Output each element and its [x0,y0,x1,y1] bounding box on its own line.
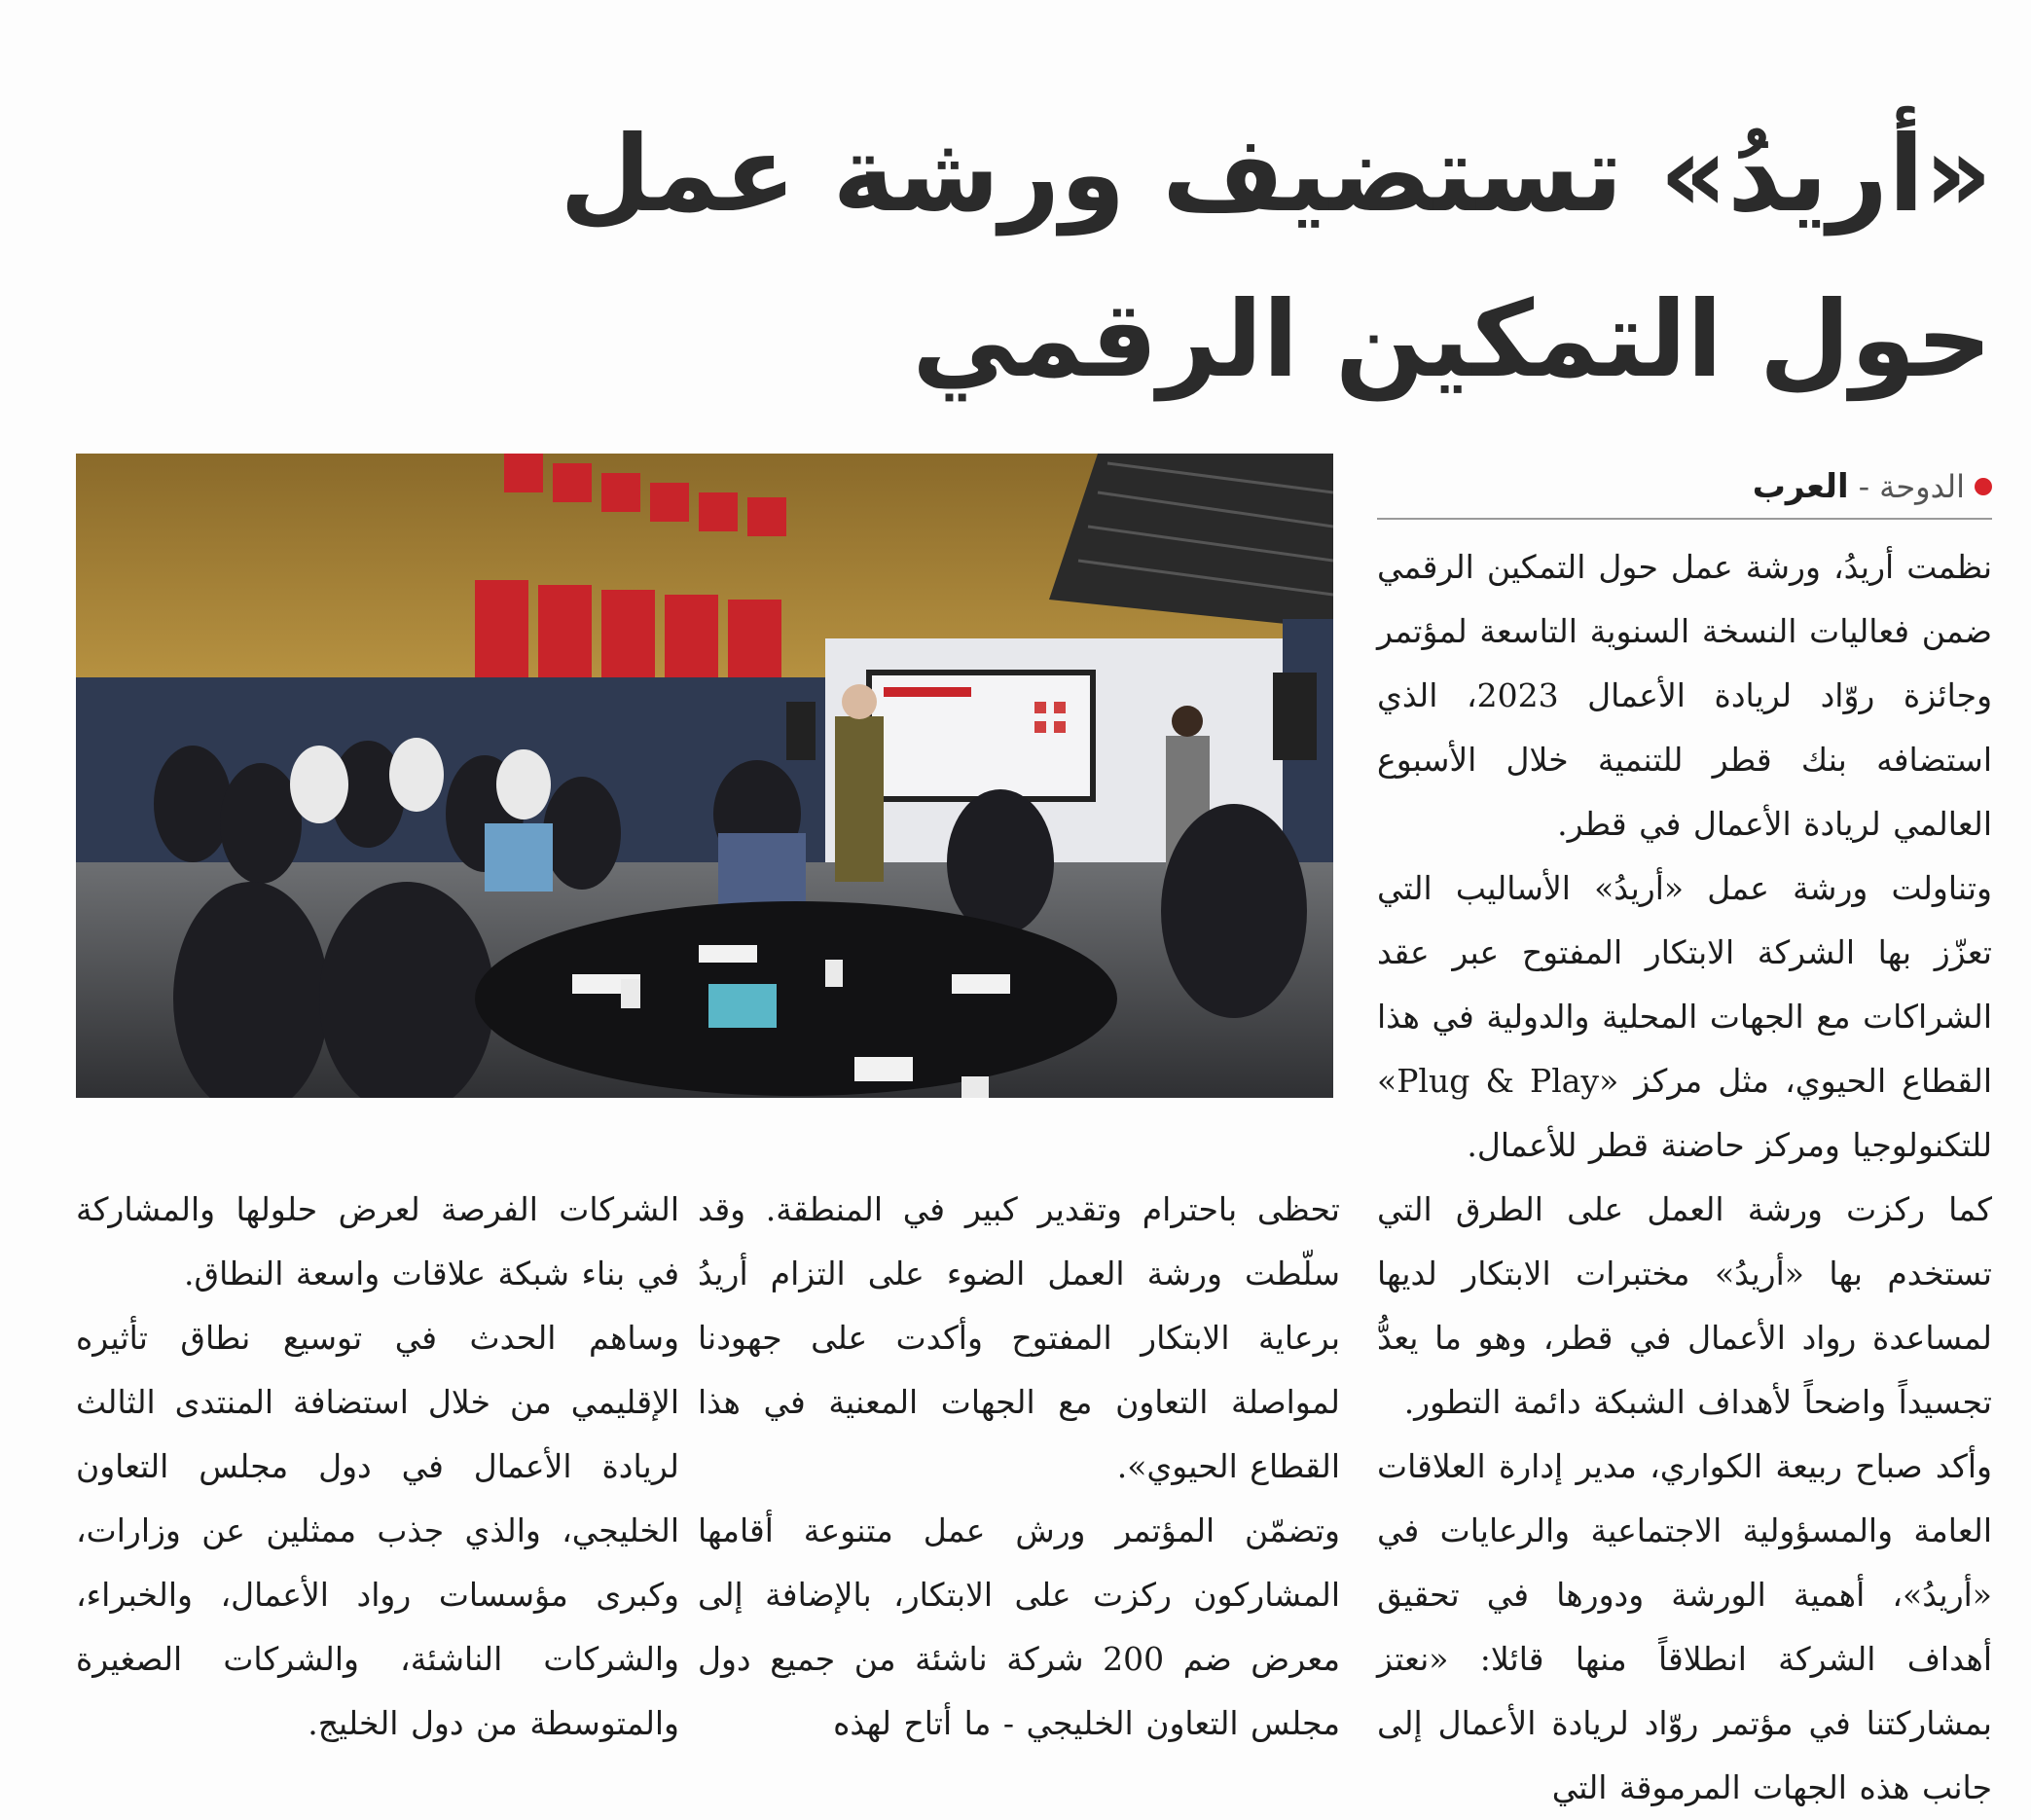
publication-name: العرب [1752,467,1849,506]
dateline-separator: - [1858,468,1870,505]
dateline [1377,461,1992,520]
conference-photo-icon [76,454,1333,1098]
article-photo [76,454,1333,1098]
paragraph: تحظى باحترام وتقدير كبير في المنطقة. وقد سلّطت ورشة العمل الضوء على التزام أريدُ برعاية الابتكار المفتوح وأكدت على جهودنا لمواصلة التعاون مع الجهات المعنية في هذا القطاع الحيوي». [698,1190,1340,1485]
paragraph: وأكد صباح ربيعة الكواري، مدير إدارة العلاقات العامة والمسؤولية الاجتماعية والرعايات في «أريدُ»، أهمية الورشة ودورها في تحقيق أهداف الشركة انطلاقاً منها قائلا: «نعتز بمشاركتنا في مؤتمر روّاد لريادة الأعمال إلى جانب هذه الجهات المرموقة التي [1377,1447,1992,1806]
dateline-city: الدوحة [1879,468,1965,505]
paragraph: وتضمّن المؤتمر ورش عمل متنوعة أقامها المشاركون ركزت على الابتكار، بالإضافة إلى معرض ضم 200 شركة ناشئة من جميع دول مجلس التعاون الخليجي - ما أتاح لهذه [698,1511,1340,1742]
paragraph: وساهم الحدث في توسيع نطاق تأثيره الإقليمي من خلال استضافة المنتدى الثالث لريادة الأعمال في دول مجلس التعاون الخليجي، والذي جذب ممثلين عن وزارات، وكبرى مؤسسات رواد الأعمال، والخبراء، والشركات الناشئة، والشركات الصغيرة والمتوسطة من دول الخليج. [76,1319,679,1742]
article-column-left [76,1178,679,1756]
paragraph: الشركات الفرصة لعرض حلولها والمشاركة في بناء شبكة علاقات واسعة النطاق. [76,1190,679,1292]
paragraph: وتناولت ورشة عمل «أريدُ» الأساليب التي تعزّز بها الشركة الابتكار المفتوح عبر عقد الشراكات مع الجهات المحلية والدولية في هذا القطاع الحيوي، مثل مركز «Plug & Play» للتكنولوجيا ومركز حاضنة قطر للأعمال. [1377,869,1992,1164]
article-column-middle [698,1178,1340,1756]
headline-line-1: «أريدُ» تستضيف ورشة عمل [560,114,1992,236]
headline-line-2: حول التمكين الرقمي [912,279,1992,401]
bullet-dot-icon [1975,478,1992,495]
paragraph: كما ركزت ورشة العمل على الطرق التي تستخدم بها «أريدُ» مختبرات الابتكار لديها لمساعدة رواد الأعمال في قطر، وهو ما يعدُّ تجسيداً واضحاً لأهداف الشبكة دائمة التطور. [1377,1190,1992,1421]
paragraph: نظمت أريدُ، ورشة عمل حول التمكين الرقمي ضمن فعاليات النسخة السنوية التاسعة لمؤتمر وجائزة روّاد لريادة الأعمال 2023، الذي استضافه بنك قطر للتنمية خلال الأسبوع العالمي لريادة الأعمال في قطر. [1377,548,1992,843]
article-column-right [1377,535,1992,1820]
headline [532,92,1992,423]
